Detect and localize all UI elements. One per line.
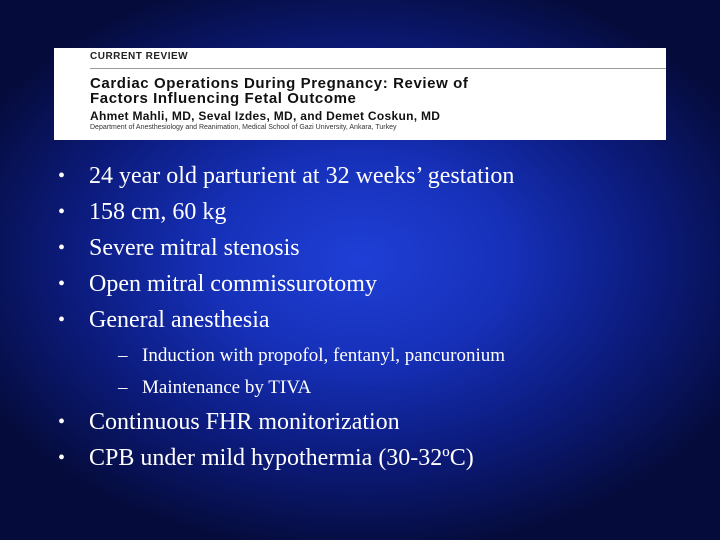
bottom-bullet-list — [58, 404, 474, 476]
list-item-text: CPB under mild hypothermia (30-32ºC) — [89, 445, 474, 471]
dash-icon: – — [118, 377, 128, 398]
main-bullet-list — [58, 158, 514, 338]
list-item — [58, 230, 514, 266]
sub-list-item — [118, 340, 505, 372]
article-title — [90, 76, 660, 106]
list-item-text: 24 year old parturient at 32 weeks’ gestation — [89, 163, 515, 189]
list-item — [58, 266, 514, 302]
article-affiliation: Department of Anesthesiology and Reanimation, Medical School of Gazi University, Ankara, Turkey — [90, 124, 397, 131]
bullet-icon: • — [58, 273, 66, 295]
article-authors: Ahmet Mahli, MD, Seval Izdes, MD, and Demet Coskun, MD — [90, 109, 441, 123]
article-title-line-1: Cardiac Operations During Pregnancy: Review of — [90, 75, 469, 92]
bullet-icon: • — [58, 237, 66, 259]
list-item — [58, 194, 514, 230]
dash-icon: – — [118, 345, 128, 366]
bullet-icon: • — [58, 165, 66, 187]
sub-list-item — [118, 372, 505, 404]
list-item — [58, 302, 514, 338]
article-header-image — [54, 48, 666, 140]
article-section-label: CURRENT REVIEW — [90, 51, 189, 62]
bullet-icon: • — [58, 201, 66, 223]
list-item-text: Open mitral commissurotomy — [89, 271, 377, 297]
list-item-text: Continuous FHR monitorization — [89, 409, 400, 435]
sub-list-item-text: Maintenance by TIVA — [142, 377, 312, 398]
bullet-icon: • — [58, 447, 66, 469]
list-item — [58, 440, 474, 476]
list-item — [58, 404, 474, 440]
list-item-text: 158 cm, 60 kg — [89, 199, 227, 225]
list-item-text: Severe mitral stenosis — [89, 235, 300, 261]
sub-bullet-list — [118, 340, 505, 404]
bullet-icon: • — [58, 309, 66, 331]
sub-list-item-text: Induction with propofol, fentanyl, pancuronium — [142, 345, 506, 366]
list-item-text: General anesthesia — [89, 307, 270, 333]
article-title-line-2: Factors Influencing Fetal Outcome — [90, 90, 357, 107]
bullet-icon: • — [58, 411, 66, 433]
list-item — [58, 158, 514, 194]
